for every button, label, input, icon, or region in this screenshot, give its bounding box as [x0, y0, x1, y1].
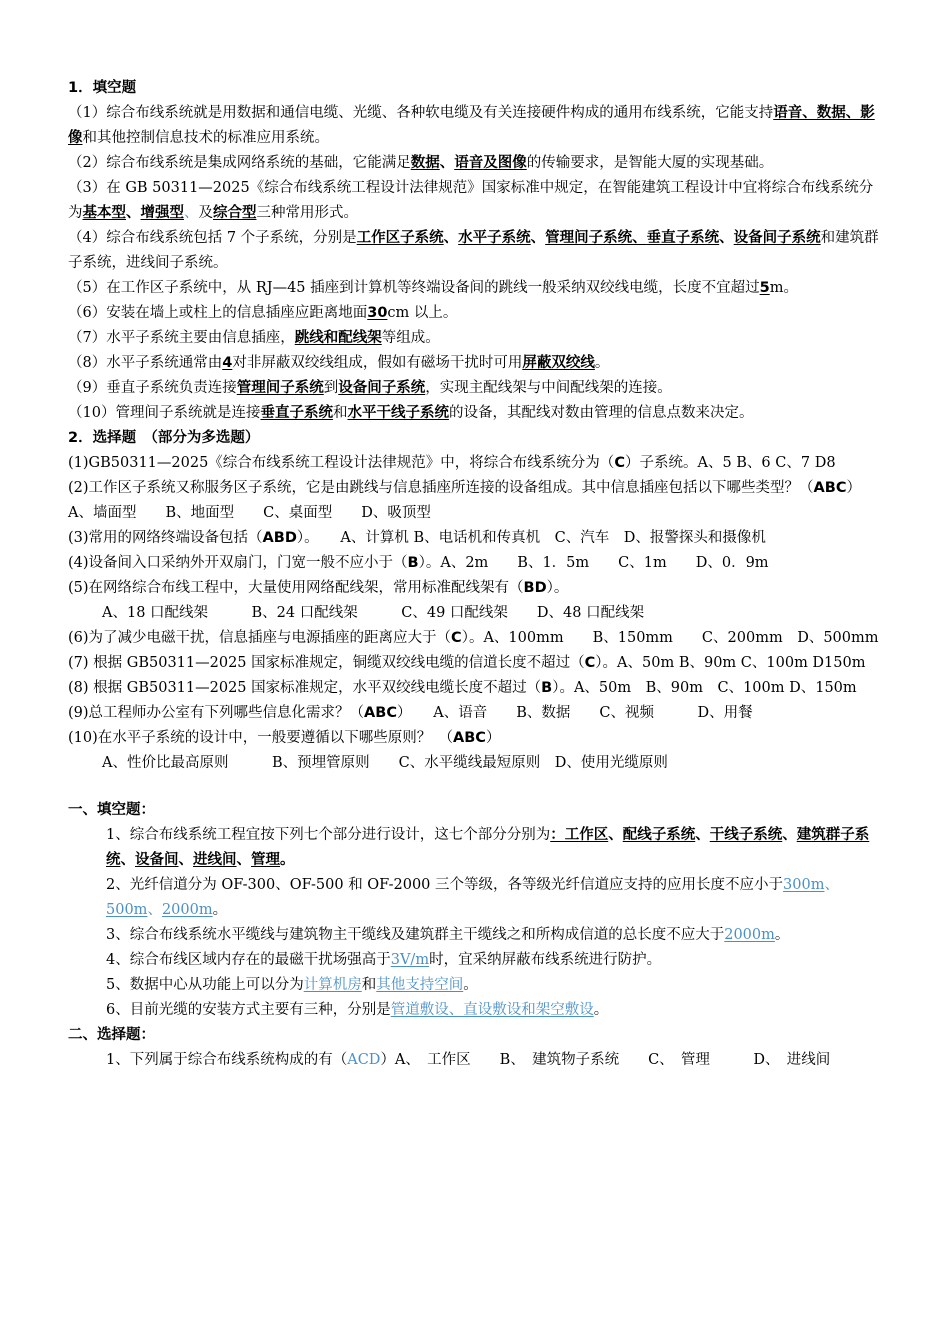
- fill-6: 6、目前光缆的安装方式主要有三种，分别是管道敷设、直设敷设和架空敷设。: [106, 1002, 609, 1018]
- document-page: [68, 76, 884, 1073]
- choice-5: (5)在网络综合布线工程中，大量使用网络配线架，常用标准配线架有（BD）。: [68, 580, 569, 596]
- spacer: [68, 776, 884, 798]
- fill-3: 3、综合布线系统水平缆线与建筑物主干缆线及建筑群主干缆线之和所构成信道的总长度不应大于2000m。: [106, 927, 790, 943]
- fill-4: 4、综合布线区域内存在的最磁干扰场强高于3V/m时，宜采纳屏蔽布线系统进行防护。: [106, 952, 662, 968]
- question-3: （3）在 GB 50311—2025《综合布线系统工程设计法律规范》国家标准中规定，在智能建筑工程设计中宜将综合布线系统分为基本型、增强型、及综合型三种常用形式。: [68, 180, 874, 221]
- question-6: （6）安装在墙上或柱上的信息插座应距离地面30cm 以上。: [68, 305, 458, 321]
- choice-8: (8) 根据 GB50311—2025 国家标准规定，水平双绞线电缆长度不超过（B）。A、50m B、90m C、100m D、150m: [68, 680, 857, 696]
- question-5: （5）在工作区子系统中，从 RJ—45 插座到计算机等终端设备间的跳线一般采纳双绞线电缆，长度不宜超过5m。: [68, 280, 798, 296]
- question-9: （9）垂直子系统负责连接管理间子系统到设备间子系统，实现主配线架与中间配线架的连接。: [68, 380, 672, 396]
- question-4: （4）综合布线系统包括 7 个子系统，分别是工作区子系统、水平子系统、管理间子系统、垂直子系统、设备间子系统和建筑群子系统，进线间子系统。: [68, 230, 879, 271]
- choice-7: (7) 根据 GB50311—2025 国家标准规定，铜缆双绞线电缆的信道长度不超过（C）。A、50m B、90m C、100m D150m: [68, 655, 866, 671]
- choice-9: (9)总工程师办公室有下列哪些信息化需求？（ABC） A、语音 B、数据 C、视频 D、用餐: [68, 705, 753, 721]
- section-title-choice-2: 二、选择题：: [68, 1027, 155, 1043]
- question-1: （1）综合布线系统就是用数据和通信电缆、光缆、各种软电缆及有关连接硬件构成的通用布线系统，它能支持语音、数据、影像和其他控制信息技术的标准应用系统。: [68, 105, 875, 146]
- choice-5-options: A、18 口配线架 B、24 口配线架 C、49 口配线架 D、48 口配线架: [102, 605, 645, 621]
- fill-1: 1、综合布线系统工程宜按下列七个部分进行设计，这七个部分分别为：工作区、配线子系统、干线子系统、建筑群子系统、设备间、进线间、管理。: [106, 827, 870, 868]
- choice-1: (1)GB50311—2025《综合布线系统工程设计法律规范》中，将综合布线系统分为（C）子系统。A、5 B、6 C、7 D8: [68, 455, 836, 471]
- question-2: （2）综合布线系统是集成网络系统的基础，它能满足数据、语音及图像的传输要求，是智能大厦的实现基础。: [68, 155, 774, 171]
- question-10: （10）管理间子系统就是连接垂直子系统和水平干线子系统的设备，其配线对数由管理的信息点数来决定。: [68, 405, 754, 421]
- choice-10-options: A、性价比最高原则 B、预埋管原则 C、水平缆线最短原则 D、使用光缆原则: [102, 755, 668, 771]
- choice-3: (3)常用的网络终端设备包括（ABD）。 A、计算机 B、电话机和传真机 C、汽车 D、报警探头和摄像机: [68, 530, 766, 546]
- select-1: 1、下列属于综合布线系统构成的有（ACD）A、 工作区 B、 建筑物子系统 C、 管理 D、 进线间: [106, 1052, 831, 1068]
- choice-10: (10)在水平子系统的设计中，一般要遵循以下哪些原则？ （ABC）: [68, 730, 501, 746]
- choice-2: (2)工作区子系统又称服务区子系统，它是由跳线与信息插座所连接的设备组成。其中信息插座包括以下哪些类型？（ABC） A、墙面型 B、地面型 C、桌面型 D、吸顶型: [68, 480, 854, 521]
- section-title-fill-blank: 1．填空题: [68, 80, 137, 96]
- section-title-choice: 2．选择题 （部分为多选题）: [68, 430, 260, 446]
- question-8: （8）水平子系统通常由4对非屏蔽双绞线组成，假如有磁场干扰时可用屏蔽双绞线。: [68, 355, 610, 371]
- fill-2: 2、光纤信道分为 OF-300、OF-500 和 OF-2000 三个等级，各等级光纤信道应支持的应用长度不应小于300m、500m、2000m。: [106, 877, 839, 918]
- question-7: （7）水平子系统主要由信息插座，跳线和配线架等组成。: [68, 330, 440, 346]
- choice-6: (6)为了减少电磁干扰，信息插座与电源插座的距离应大于（C）。A、100mm B、150mm C、200mm D、500mm: [68, 630, 879, 646]
- fill-5: 5、数据中心从功能上可以分为计算机房和其他支持空间。: [106, 977, 478, 993]
- section-title-fill-blank-2: 一、填空题：: [68, 802, 155, 818]
- choice-4: (4)设备间入口采纳外开双扇门，门宽一般不应小于（B）。A、2m B、1．5m C、1m D、0．9m: [68, 555, 769, 571]
